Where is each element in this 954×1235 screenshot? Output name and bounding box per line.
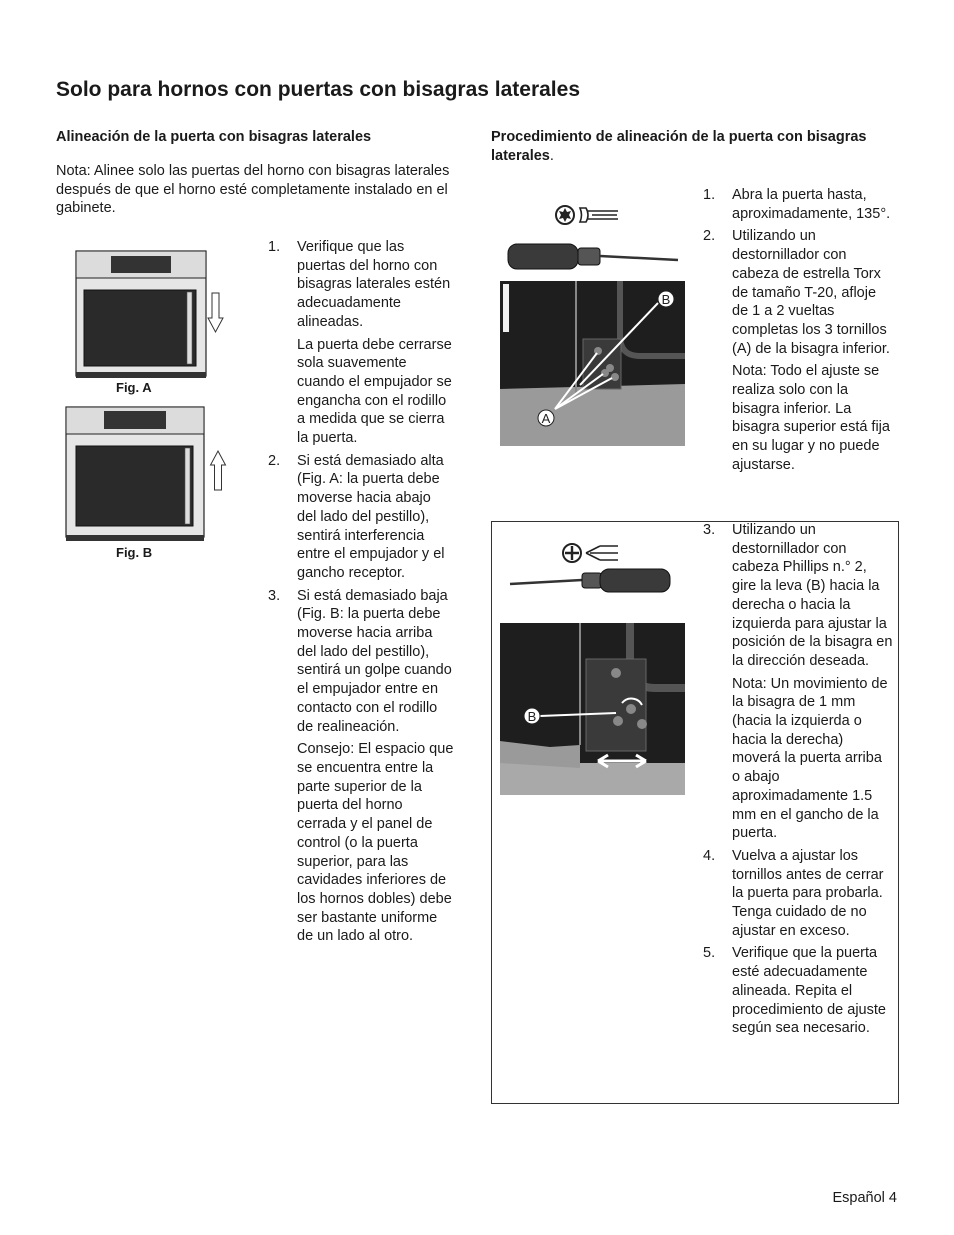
phillips-screwdriver-icon <box>500 540 685 610</box>
torx-screwdriver-icon <box>500 200 685 275</box>
list-item: 2. Utilizando un destornillador con cabeza de estrella Torx de tamaño T-20, afloje de 1 a 2 vueltas completas los 3 tornillos (A) de la bisagra inferior. Nota: Todo el ajuste se realiza solo con la bisagra inferior. La bisagra superior está fija en su lugar y no puede ajustarse. <box>703 228 890 473</box>
left-heading: Alineación de la puerta con bisagras laterales <box>56 129 372 145</box>
label-a: A <box>541 411 551 426</box>
oven-fig-b-illustration <box>56 405 236 545</box>
right-heading: Procedimiento de alineación de la puerta con bisagras laterales. <box>491 129 867 164</box>
hinge-photo-bottom <box>500 623 685 795</box>
right-steps-list-box <box>703 521 893 1042</box>
page-footer: Español 4 <box>832 1190 897 1206</box>
list-item: 3. Si está demasiado baja (Fig. B: la puerta debe moverse hacia arriba del lado del pestillo), sentirá un golpe cuando el empujador entre en contacto con el rodillo de realineación. Consejo: El espacio que se encuentra entre la parte superior de la puerta del horno cerrada y el panel de control (o la puerta superior, para las cavidades inferiores de los hornos dobles) debe ser bastante uniforme de un lado al otro. <box>268 587 454 945</box>
fig-a-caption: Fig. A <box>116 380 152 395</box>
hinge-photo-top <box>500 281 685 446</box>
list-item: 2. Si está demasiado alta (Fig. A: la puerta debe moverse hacia abajo del lado del pestillo), sentirá interferencia entre el empujador y el gancho receptor. <box>268 452 445 581</box>
right-steps-list-top <box>703 186 893 479</box>
fig-b-caption: Fig. B <box>116 545 153 560</box>
list-item: 3. Utilizando un destornillador con cabeza Phillips n.° 2, gire la leva (B) hacia la derecha o hacia la izquierda para ajustar la posición de la bisagra en la dirección deseada. Nota: Un movimiento de la bisagra de 1 mm (hacia la izquierda o hacia la derecha) moverá la puerta arriba o abajo aproximadamente 1.5 mm en el gancho de la puerta. <box>703 522 893 842</box>
list-item: 1. Abra la puerta hasta, aproximadamente, 135°. <box>703 187 891 222</box>
list-item: 4. Vuelva a ajustar los tornillos antes de cerrar la puerta para probarla. Tenga cuidado de no ajustar en exceso. <box>703 847 884 939</box>
page-title: Solo para hornos con puertas con bisagras laterales <box>56 78 580 101</box>
left-steps-list <box>268 238 454 950</box>
list-item: 1. Verifique que las puertas del horno con bisagras laterales estén adecuadamente alineadas. La puerta debe cerrarse sola suavemente cuando el empujador se engancha con el rodillo a medida que se cierra la puerta. <box>268 239 452 447</box>
label-b-lower: B <box>527 709 537 724</box>
label-b: B <box>661 292 671 307</box>
list-item: 5. Verifique que la puerta esté adecuadamente alineada. Repita el procedimiento de ajuste según sea necesario. <box>703 945 886 1037</box>
oven-fig-a-illustration <box>66 248 236 383</box>
left-note: Nota: Alinee solo las puertas del horno con bisagras laterales después de que el horno esté completamente instalado en el gabinete. <box>56 163 450 217</box>
